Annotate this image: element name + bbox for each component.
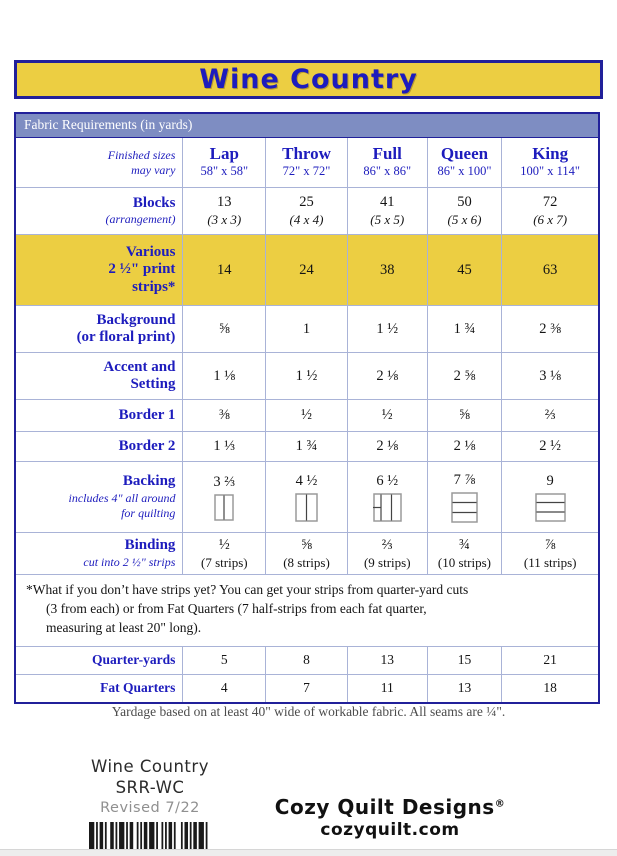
value-cell-background-king bbox=[501, 306, 598, 352]
column-size: 86" x 86" bbox=[363, 164, 412, 179]
table-row-quarter-yards bbox=[16, 646, 598, 674]
value-main: 1 ½ bbox=[376, 320, 399, 337]
value-sub: (5 x 5) bbox=[370, 212, 405, 228]
value-sub: (11 strips) bbox=[523, 554, 577, 570]
column-header-king bbox=[501, 138, 598, 187]
value-main: 11 bbox=[380, 680, 394, 696]
value-main: 2 ⅝ bbox=[453, 367, 476, 384]
value-cell-binding-throw bbox=[265, 533, 347, 574]
registered-mark: ® bbox=[494, 798, 506, 810]
value-sub: (4 x 4) bbox=[289, 212, 324, 228]
table-body bbox=[16, 138, 598, 702]
backing-layout-diagram-h3 bbox=[451, 492, 478, 523]
brand-name: Cozy Quilt Designs bbox=[274, 795, 495, 819]
pattern-sku: SRR-WC bbox=[115, 778, 185, 798]
value-main: 4 ½ bbox=[295, 472, 318, 489]
row-label-blocks bbox=[16, 188, 182, 234]
value-main: 2 ⅜ bbox=[539, 320, 562, 337]
value-cell-print-strips-lap bbox=[182, 235, 265, 305]
value-main: 5 bbox=[220, 652, 228, 668]
table-row-blocks bbox=[16, 187, 598, 234]
value-cell-print-strips-full bbox=[347, 235, 427, 305]
page-title: Wine Country bbox=[199, 64, 418, 95]
value-sub: (9 strips) bbox=[363, 554, 411, 570]
value-main: 1 ⅛ bbox=[213, 367, 236, 384]
column-header-throw bbox=[265, 138, 347, 187]
value-cell-binding-king bbox=[501, 533, 598, 574]
row-label-line: Quarter-yards bbox=[91, 652, 176, 668]
value-cell-quarter-yards-throw bbox=[265, 647, 347, 674]
value-cell-border-2-queen bbox=[427, 432, 502, 461]
value-cell-backing-queen bbox=[427, 462, 502, 532]
value-main: 13 bbox=[380, 652, 394, 668]
value-main: 9 bbox=[546, 472, 554, 489]
value-cell-accent-setting-lap bbox=[182, 353, 265, 399]
value-cell-quarter-yards-king bbox=[501, 647, 598, 674]
pattern-name: Wine Country bbox=[91, 757, 209, 776]
value-main: ½ bbox=[381, 407, 393, 424]
pattern-info-block bbox=[50, 756, 250, 853]
value-main: 3 ⅛ bbox=[539, 367, 562, 384]
value-cell-background-throw bbox=[265, 306, 347, 352]
value-main: ⅝ bbox=[301, 536, 312, 553]
value-sub: (5 x 6) bbox=[447, 212, 482, 228]
fabric-requirements-table bbox=[14, 112, 600, 704]
backing-layout-diagram-h3w bbox=[535, 493, 566, 522]
row-label-line: for quilting bbox=[121, 505, 176, 520]
value-sub: (6 x 7) bbox=[533, 212, 568, 228]
value-cell-accent-setting-throw bbox=[265, 353, 347, 399]
value-main: 1 bbox=[302, 320, 311, 337]
backing-layout-diagram-v2s bbox=[214, 494, 234, 521]
row-label-accent-setting bbox=[16, 353, 182, 399]
value-cell-backing-lap bbox=[182, 462, 265, 532]
value-main: ⅔ bbox=[544, 407, 556, 424]
row-label-fat-quarters bbox=[16, 675, 182, 702]
table-row-binding bbox=[16, 532, 598, 574]
value-main: 1 ½ bbox=[295, 367, 318, 384]
value-cell-print-strips-queen bbox=[427, 235, 502, 305]
row-label-line: strips* bbox=[132, 278, 176, 295]
value-main: ⅜ bbox=[218, 407, 230, 424]
column-header-lap bbox=[182, 138, 265, 187]
row-label-line: 2 ½" print bbox=[108, 261, 176, 278]
value-main: ¾ bbox=[459, 536, 470, 553]
value-main: ⅝ bbox=[218, 320, 230, 337]
row-label-background bbox=[16, 306, 182, 352]
row-label-line: (or floral print) bbox=[76, 329, 176, 345]
column-name: Queen bbox=[440, 144, 489, 164]
finished-sizes-line1: Finished sizes bbox=[107, 147, 176, 162]
value-main: 25 bbox=[299, 194, 314, 211]
column-header-row bbox=[16, 138, 598, 187]
row-label-line: Setting bbox=[130, 376, 176, 392]
value-main: ⅞ bbox=[544, 536, 556, 553]
value-cell-background-full bbox=[347, 306, 427, 352]
brand-website: cozyquilt.com bbox=[320, 820, 460, 840]
value-cell-blocks-lap bbox=[182, 188, 265, 234]
value-cell-border-2-lap bbox=[182, 432, 265, 461]
value-main: 3 ⅔ bbox=[213, 473, 236, 490]
column-size: 72" x 72" bbox=[282, 164, 331, 179]
value-main: 13 bbox=[457, 680, 472, 696]
value-cell-fat-quarters-full bbox=[347, 675, 427, 702]
value-cell-border-1-queen bbox=[427, 400, 502, 431]
row-label-border-1 bbox=[16, 400, 182, 431]
value-main: 8 bbox=[303, 652, 310, 668]
value-main: 14 bbox=[217, 261, 232, 278]
value-cell-blocks-king bbox=[501, 188, 598, 234]
value-main: 7 ⅞ bbox=[453, 471, 476, 488]
row-label-line: Background bbox=[96, 311, 176, 328]
row-label-border-2 bbox=[16, 432, 182, 461]
value-main: 2 ½ bbox=[539, 438, 562, 455]
strips-footnote-line: (3 from each) or from Fat Quarters (7 half-strips from each fat quarter, bbox=[46, 600, 427, 616]
value-cell-border-1-throw bbox=[265, 400, 347, 431]
barcode bbox=[89, 822, 211, 849]
value-cell-background-lap bbox=[182, 306, 265, 352]
value-main: 21 bbox=[543, 652, 557, 668]
value-main: 50 bbox=[457, 194, 472, 211]
value-cell-border-1-full bbox=[347, 400, 427, 431]
row-label-quarter-yards bbox=[16, 647, 182, 674]
value-main: 41 bbox=[379, 194, 395, 211]
row-label-print-strips bbox=[16, 235, 182, 305]
row-label-line: Border 1 bbox=[118, 406, 176, 423]
column-header-full bbox=[347, 138, 427, 187]
value-cell-background-queen bbox=[427, 306, 502, 352]
row-label-line: Binding bbox=[124, 537, 176, 554]
value-main: 2 ⅛ bbox=[376, 438, 399, 455]
column-name: Full bbox=[372, 144, 402, 164]
value-cell-fat-quarters-king bbox=[501, 675, 598, 702]
value-cell-border-2-throw bbox=[265, 432, 347, 461]
pattern-revision: Revised 7/22 bbox=[100, 799, 200, 816]
column-size: 100" x 114" bbox=[520, 164, 581, 179]
table-header-bar: Fabric Requirements (in yards) bbox=[16, 114, 598, 138]
backing-layout-diagram-v2m bbox=[295, 493, 318, 522]
value-cell-blocks-full bbox=[347, 188, 427, 234]
row-label-line: includes 4" all around bbox=[68, 490, 176, 505]
value-cell-blocks-throw bbox=[265, 188, 347, 234]
value-main: 4 bbox=[220, 680, 228, 696]
value-sub: (7 strips) bbox=[201, 554, 248, 570]
value-main: ⅔ bbox=[381, 536, 393, 553]
value-cell-binding-full bbox=[347, 533, 427, 574]
value-main: ½ bbox=[218, 536, 230, 553]
value-main: 1 ¾ bbox=[453, 320, 476, 337]
value-cell-fat-quarters-lap bbox=[182, 675, 265, 702]
table-row-border-1 bbox=[16, 399, 598, 431]
column-name: Throw bbox=[282, 144, 331, 164]
value-main: 2 ⅛ bbox=[376, 367, 399, 384]
backing-layout-diagram-mix bbox=[373, 493, 402, 522]
column-name: Lap bbox=[209, 144, 239, 164]
value-cell-border-2-full bbox=[347, 432, 427, 461]
value-main: 72 bbox=[542, 194, 558, 211]
value-cell-backing-full bbox=[347, 462, 427, 532]
row-label-line: Border 2 bbox=[118, 437, 176, 454]
table-row-border-2 bbox=[16, 431, 598, 461]
yardage-footnote: Yardage based on at least 40" wide of workable fabric. All seams are ¼". bbox=[111, 704, 506, 719]
value-cell-fat-quarters-throw bbox=[265, 675, 347, 702]
bottom-edge-strip bbox=[0, 849, 617, 856]
brand-block bbox=[270, 795, 510, 841]
row-label-backing bbox=[16, 462, 182, 532]
value-main: 18 bbox=[543, 680, 557, 696]
value-main: ½ bbox=[301, 407, 312, 424]
value-cell-accent-setting-queen bbox=[427, 353, 502, 399]
table-row-accent-setting bbox=[16, 352, 598, 399]
value-cell-fat-quarters-queen bbox=[427, 675, 502, 702]
column-size: 58" x 58" bbox=[200, 164, 249, 179]
value-cell-quarter-yards-full bbox=[347, 647, 427, 674]
finished-sizes-line2: may vary bbox=[131, 162, 176, 177]
brand-logo bbox=[270, 795, 510, 819]
value-main: 7 bbox=[303, 680, 310, 696]
value-main: 2 ⅛ bbox=[453, 438, 476, 455]
value-cell-backing-king bbox=[501, 462, 598, 532]
value-main: 6 ½ bbox=[376, 472, 399, 489]
value-sub: (3 x 3) bbox=[207, 212, 242, 228]
value-cell-accent-setting-full bbox=[347, 353, 427, 399]
value-cell-print-strips-king bbox=[501, 235, 598, 305]
value-cell-quarter-yards-queen bbox=[427, 647, 502, 674]
finished-sizes-note bbox=[16, 138, 182, 187]
column-name: King bbox=[532, 144, 569, 164]
row-label-line: Accent and bbox=[103, 358, 176, 375]
row-label-binding bbox=[16, 533, 182, 574]
value-main: 1 ⅓ bbox=[213, 438, 236, 455]
value-main: 63 bbox=[542, 261, 558, 278]
row-label-line: (arrangement) bbox=[105, 212, 176, 227]
value-cell-accent-setting-king bbox=[501, 353, 598, 399]
row-label-line: Backing bbox=[122, 473, 176, 490]
value-cell-blocks-queen bbox=[427, 188, 502, 234]
column-size: 86" x 100" bbox=[437, 164, 492, 179]
row-label-line: cut into 2 ½" strips bbox=[83, 554, 176, 569]
value-cell-binding-lap bbox=[182, 533, 265, 574]
row-label-line: Fat Quarters bbox=[100, 680, 176, 696]
value-main: 38 bbox=[379, 261, 395, 278]
row-label-line: Various bbox=[125, 244, 176, 261]
value-cell-binding-queen bbox=[427, 533, 502, 574]
value-cell-border-1-king bbox=[501, 400, 598, 431]
value-cell-border-2-king bbox=[501, 432, 598, 461]
value-main: 1 ¾ bbox=[295, 438, 318, 455]
title-banner bbox=[14, 60, 603, 99]
value-sub: (10 strips) bbox=[437, 554, 491, 570]
table-row-print-strips bbox=[16, 234, 598, 305]
row-label-line: Blocks bbox=[132, 194, 176, 211]
value-sub: (8 strips) bbox=[283, 554, 330, 570]
strips-footnote bbox=[16, 574, 598, 646]
value-cell-quarter-yards-lap bbox=[182, 647, 265, 674]
value-main: 24 bbox=[299, 261, 314, 278]
value-main: 45 bbox=[457, 261, 472, 278]
strips-footnote-line: measuring at least 20" long). bbox=[46, 619, 202, 635]
table-row-backing bbox=[16, 461, 598, 532]
value-main: 15 bbox=[457, 652, 472, 668]
table-row-fat-quarters bbox=[16, 674, 598, 702]
value-cell-border-1-lap bbox=[182, 400, 265, 431]
value-cell-print-strips-throw bbox=[265, 235, 347, 305]
table-row-background bbox=[16, 305, 598, 352]
strips-footnote-line: *What if you don’t have strips yet? You can get your strips from quarter-yard cuts bbox=[26, 582, 469, 597]
value-main: ⅝ bbox=[459, 407, 470, 424]
value-main: 13 bbox=[217, 194, 232, 211]
value-cell-backing-throw bbox=[265, 462, 347, 532]
column-header-queen bbox=[427, 138, 502, 187]
